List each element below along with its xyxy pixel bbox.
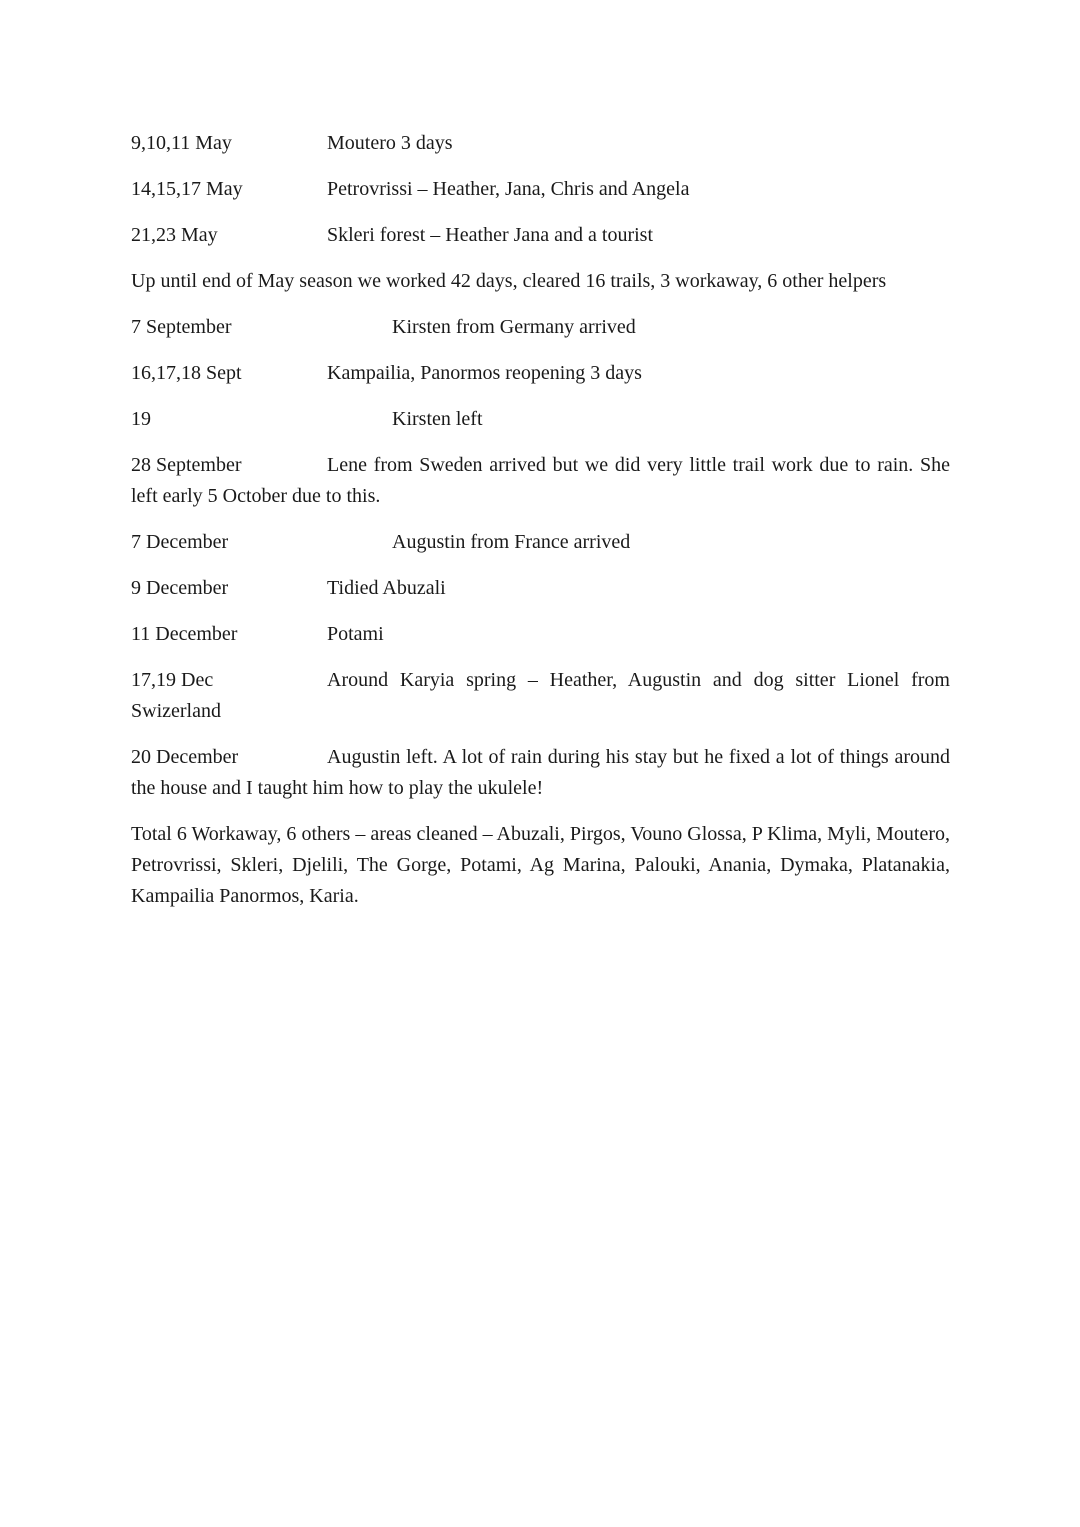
log-entry [131, 619, 950, 650]
entry-date: 16,17,18 Sept [131, 362, 242, 384]
log-entry [131, 527, 950, 558]
entry-date: 9,10,11 May [131, 132, 232, 154]
entry-text: Around Karyia spring – Heather, Augustin and dog sitter Lionel from Swizerland [131, 669, 950, 722]
document-page [131, 128, 950, 927]
entry-text: Kirsten from Germany arrived [392, 316, 636, 338]
log-entry [131, 665, 950, 727]
entry-text: Potami [327, 623, 384, 645]
entry-date: 11 December [131, 623, 238, 645]
entry-text: Lene from Sweden arrived but we did very little trail work due to rain. She left early 5 October due to this. [131, 454, 950, 507]
entry-date: 14,15,17 May [131, 178, 243, 200]
log-entry [131, 220, 950, 251]
total-summary: Total 6 Workaway, 6 others – areas cleaned – Abuzali, Pirgos, Vouno Glossa, P Klima, Myli, Moutero, Petrovrissi, Skleri, Djelili, The Gorge, Potami, Ag Marina, Palouki, Anania, Dymaka, Platanakia, Kampailia Panormos, Karia. [131, 823, 950, 907]
entry-text: Skleri forest – Heather Jana and a tourist [327, 224, 654, 246]
entry-date: 21,23 May [131, 224, 218, 246]
entry-date: 17,19 Dec [131, 669, 214, 691]
entry-text: Kirsten left [392, 408, 483, 430]
log-entry [131, 742, 950, 804]
entry-date: 7 September [131, 316, 232, 338]
log-entry [131, 404, 950, 435]
entry-text: Augustin from France arrived [392, 531, 631, 553]
log-entry [131, 174, 950, 205]
entry-text: Moutero 3 days [327, 132, 453, 154]
entry-date: 9 December [131, 577, 229, 599]
log-entry [131, 358, 950, 389]
entry-text: Petrovrissi – Heather, Jana, Chris and Angela [327, 178, 690, 200]
log-entry [131, 450, 950, 512]
entry-text: Kampailia, Panormos reopening 3 days [327, 362, 642, 384]
entry-date: 28 September [131, 454, 242, 476]
entry-date: 20 December [131, 746, 239, 768]
entry-date: 7 December [131, 531, 229, 553]
log-entry [131, 573, 950, 604]
entry-text: Tidied Abuzali [327, 577, 446, 599]
entry-date: 19 [131, 408, 151, 430]
log-entry [131, 128, 950, 159]
entry-text: Augustin left. A lot of rain during his stay but he fixed a lot of things around the house and I taught him how to play the ukulele! [131, 746, 950, 799]
may-summary: Up until end of May season we worked 42 days, cleared 16 trails, 3 workaway, 6 other helpers [131, 270, 887, 292]
log-entry [131, 312, 950, 343]
